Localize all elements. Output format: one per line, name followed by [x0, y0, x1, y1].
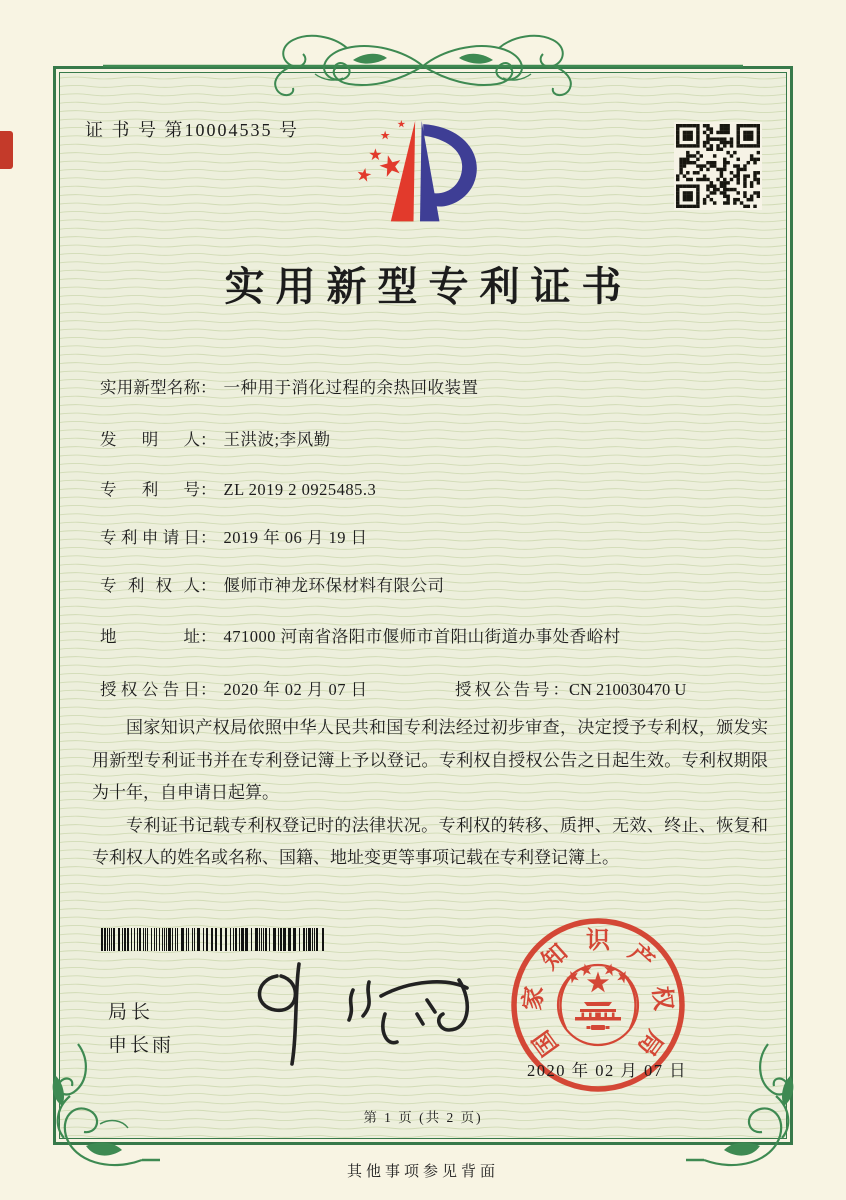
logo-p-bowl — [423, 124, 477, 206]
field-row-filing-date — [100, 524, 368, 548]
field-colon: ： — [200, 378, 217, 397]
barcode — [101, 928, 325, 951]
legal-text — [92, 712, 768, 875]
grant-number-label: 授权公告号 — [455, 680, 553, 699]
director-name: 申长雨 — [108, 1035, 175, 1056]
svg-text:知: 知 — [537, 939, 573, 976]
field-colon: ： — [200, 627, 217, 646]
svg-text:识: 识 — [586, 928, 610, 954]
field-row-address — [100, 623, 621, 647]
field-colon: ： — [200, 480, 217, 499]
field-colon: ： — [200, 430, 217, 449]
field-label: 专利号 — [100, 480, 200, 499]
field-value: 偃师市神龙环保材料有限公司 — [223, 576, 445, 595]
field-label: 专利申请日 — [100, 528, 200, 547]
field-row-inventors — [100, 426, 331, 450]
field-colon: ： — [200, 680, 217, 699]
field-colon: ： — [200, 576, 217, 595]
logo-star-icon — [379, 155, 400, 177]
cnipa-logo-icon — [355, 116, 485, 223]
seal-text — [519, 927, 678, 1061]
field-value: 2019 年 06 月 19 日 — [223, 528, 368, 547]
field-colon: ： — [200, 528, 217, 547]
field-value: 王洪波;李风勤 — [223, 430, 331, 449]
logo-star-icon — [381, 131, 390, 140]
field-value: 一种用于消化过程的余热回收装置 — [223, 378, 479, 397]
field-row-patentee — [100, 572, 445, 596]
back-side-note: 其他事项参见背面 — [346, 1164, 499, 1180]
svg-text:权: 权 — [647, 985, 676, 1012]
field-label: 实用新型名称 — [100, 378, 200, 397]
director-title: 局长 — [108, 1002, 155, 1023]
field-label: 发明人 — [100, 430, 200, 449]
field-label: 授权公告日 — [100, 680, 200, 699]
grant-number-row — [455, 676, 686, 700]
field-row-grant-date — [100, 676, 368, 700]
logo-star-icon — [358, 168, 372, 182]
national-emblem-icon — [558, 965, 638, 1045]
body-paragraph-1: 国家知识产权局依照中华人民共和国专利法经过初步审查，决定授予专利权，颁发实用新型专利证书并在专利登记簿上予以登记。专利权自授权公告之日起生效。专利权期限为十年，自申请日起算。 — [92, 718, 768, 802]
certificate-number: 证 书 号 第10004535 号 — [85, 120, 299, 140]
svg-text:家: 家 — [520, 985, 549, 1012]
logo-star-icon — [369, 148, 381, 160]
qr-code — [674, 122, 762, 210]
field-row-name — [100, 374, 479, 398]
seal-date: 2020 年 02 月 07 日 — [527, 1061, 688, 1080]
field-colon: ： — [552, 680, 569, 699]
field-row-patent-number — [100, 476, 376, 500]
grant-number-value: CN 210030470 U — [569, 680, 687, 699]
svg-text:国: 国 — [528, 1025, 564, 1060]
page-number: 第 1 页 (共 2 页) — [363, 1110, 483, 1125]
field-value: ZL 2019 2 0925485.3 — [223, 480, 377, 499]
director-signature-icon — [235, 958, 485, 1068]
logo-star-icon — [397, 120, 405, 127]
field-value: 2020 年 02 月 07 日 — [223, 680, 368, 699]
svg-text:局: 局 — [632, 1025, 668, 1060]
certificate-title: 实用新型专利证书 — [224, 264, 633, 309]
field-label: 地址 — [100, 627, 200, 646]
field-label: 专利权人 — [100, 576, 200, 595]
field-value: 471000 河南省洛阳市偃师市首阳山街道办事处香峪村 — [223, 627, 621, 646]
body-paragraph-2: 专利证书记载专利权登记时的法律状况。专利权的转移、质押、无效、终止、恢复和专利权人的姓名或名称、国籍、地址变更等事项记载在专利登记簿上。 — [92, 815, 768, 867]
svg-text:产: 产 — [623, 939, 659, 976]
